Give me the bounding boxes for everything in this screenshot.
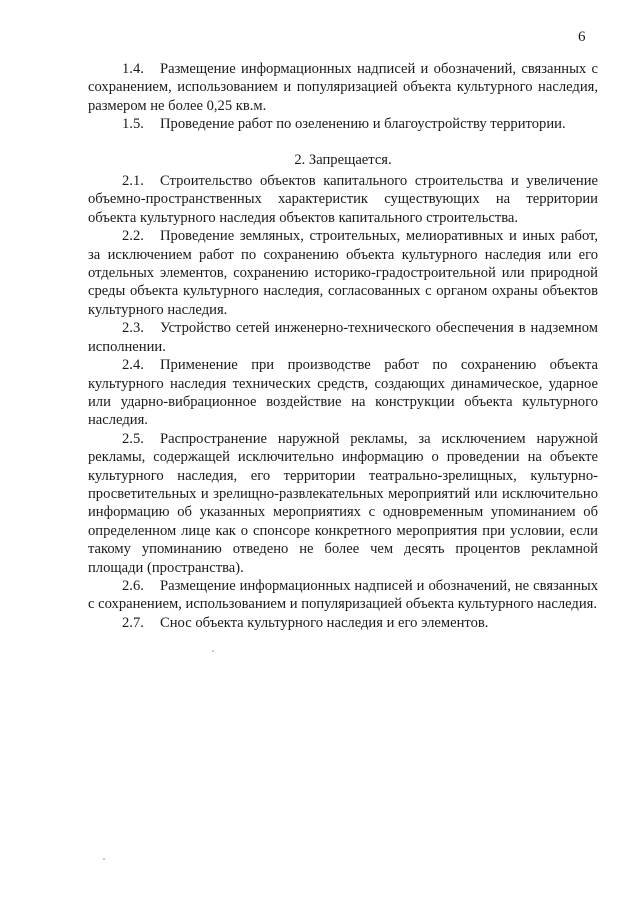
clause-number: 2.2. <box>122 228 144 245</box>
clause-2-7 <box>88 614 598 632</box>
scan-speck <box>212 650 214 652</box>
clause-text: Строительство объектов капитального строительства и увеличение объемно-пространственных характеристик существующих на территории объекта культурного наследия объектов капитального строительства. <box>88 173 598 226</box>
clause-number: 1.5. <box>122 116 144 133</box>
clause-text: Проведение земляных, строительных, мелиоративных и иных работ, за исключением работ по сохранению объекта культурного наследия или его отдельных элементов, сохранению историко-градостроительной или природной среды объекта культурного наследия, согласованных с органом охраны объектов культурного наследия. <box>88 228 598 318</box>
scan-speck <box>103 858 105 860</box>
clause-text: Устройство сетей инженерно-технического обеспечения в надземном исполнении. <box>88 320 598 355</box>
clause-text: Снос объекта культурного наследия и его элементов. <box>160 614 489 631</box>
clause-2-6 <box>88 577 598 614</box>
clause-number: 2.5. <box>122 430 144 447</box>
clause-number: 2.4. <box>122 357 144 374</box>
clause-number: 2.6. <box>122 577 144 594</box>
clause-number: 2.3. <box>122 320 144 337</box>
clause-text: Применение при производстве работ по сохранению объекта культурного наследия технических средств, создающих динамическое, ударное или ударно-вибрационное воздействие на конструкции объекта культурного наследия. <box>88 357 598 429</box>
clause-2-4 <box>88 356 598 430</box>
document-body <box>88 60 598 632</box>
section-heading: 2. Запрещается. <box>294 151 392 168</box>
clause-1-4 <box>88 60 598 115</box>
clause-1-5 <box>88 115 598 133</box>
page-number: 6 <box>578 29 586 45</box>
clause-2-3 <box>88 319 598 356</box>
clause-2-5 <box>88 430 598 577</box>
clause-text: Размещение информационных надписей и обозначений, связанных с сохранением, использованием и популяризацией объекта культурного наследия, размером не более 0,25 кв.м. <box>88 61 598 114</box>
clause-number: 2.7. <box>122 614 144 631</box>
clause-number: 2.1. <box>122 173 144 190</box>
clause-2-1 <box>88 172 598 227</box>
clause-text: Проведение работ по озеленению и благоустройству территории. <box>160 116 566 133</box>
clause-2-2 <box>88 227 598 319</box>
clause-number: 1.4. <box>122 61 144 77</box>
clause-text: Распространение наружной рекламы, за исключением наружной рекламы, содержащей исключительно информацию о проведении на объекте культурного наследия, его территории театрально-зрелищных, культурно-просветительных и зрелищно-развлекательных мероприятий или исключительно информацию об указанных мероприятиях с одновременным упоминанием об определенном лице как о спонсоре конкретного мероприятия при условии, если такому упоминанию отведено не более чем десять процентов рекламной площади (пространства). <box>88 430 598 576</box>
clause-text: Размещение информационных надписей и обозначений, не связанных с сохранением, использованием и популяризацией объекта культурного наследия. <box>88 577 598 613</box>
